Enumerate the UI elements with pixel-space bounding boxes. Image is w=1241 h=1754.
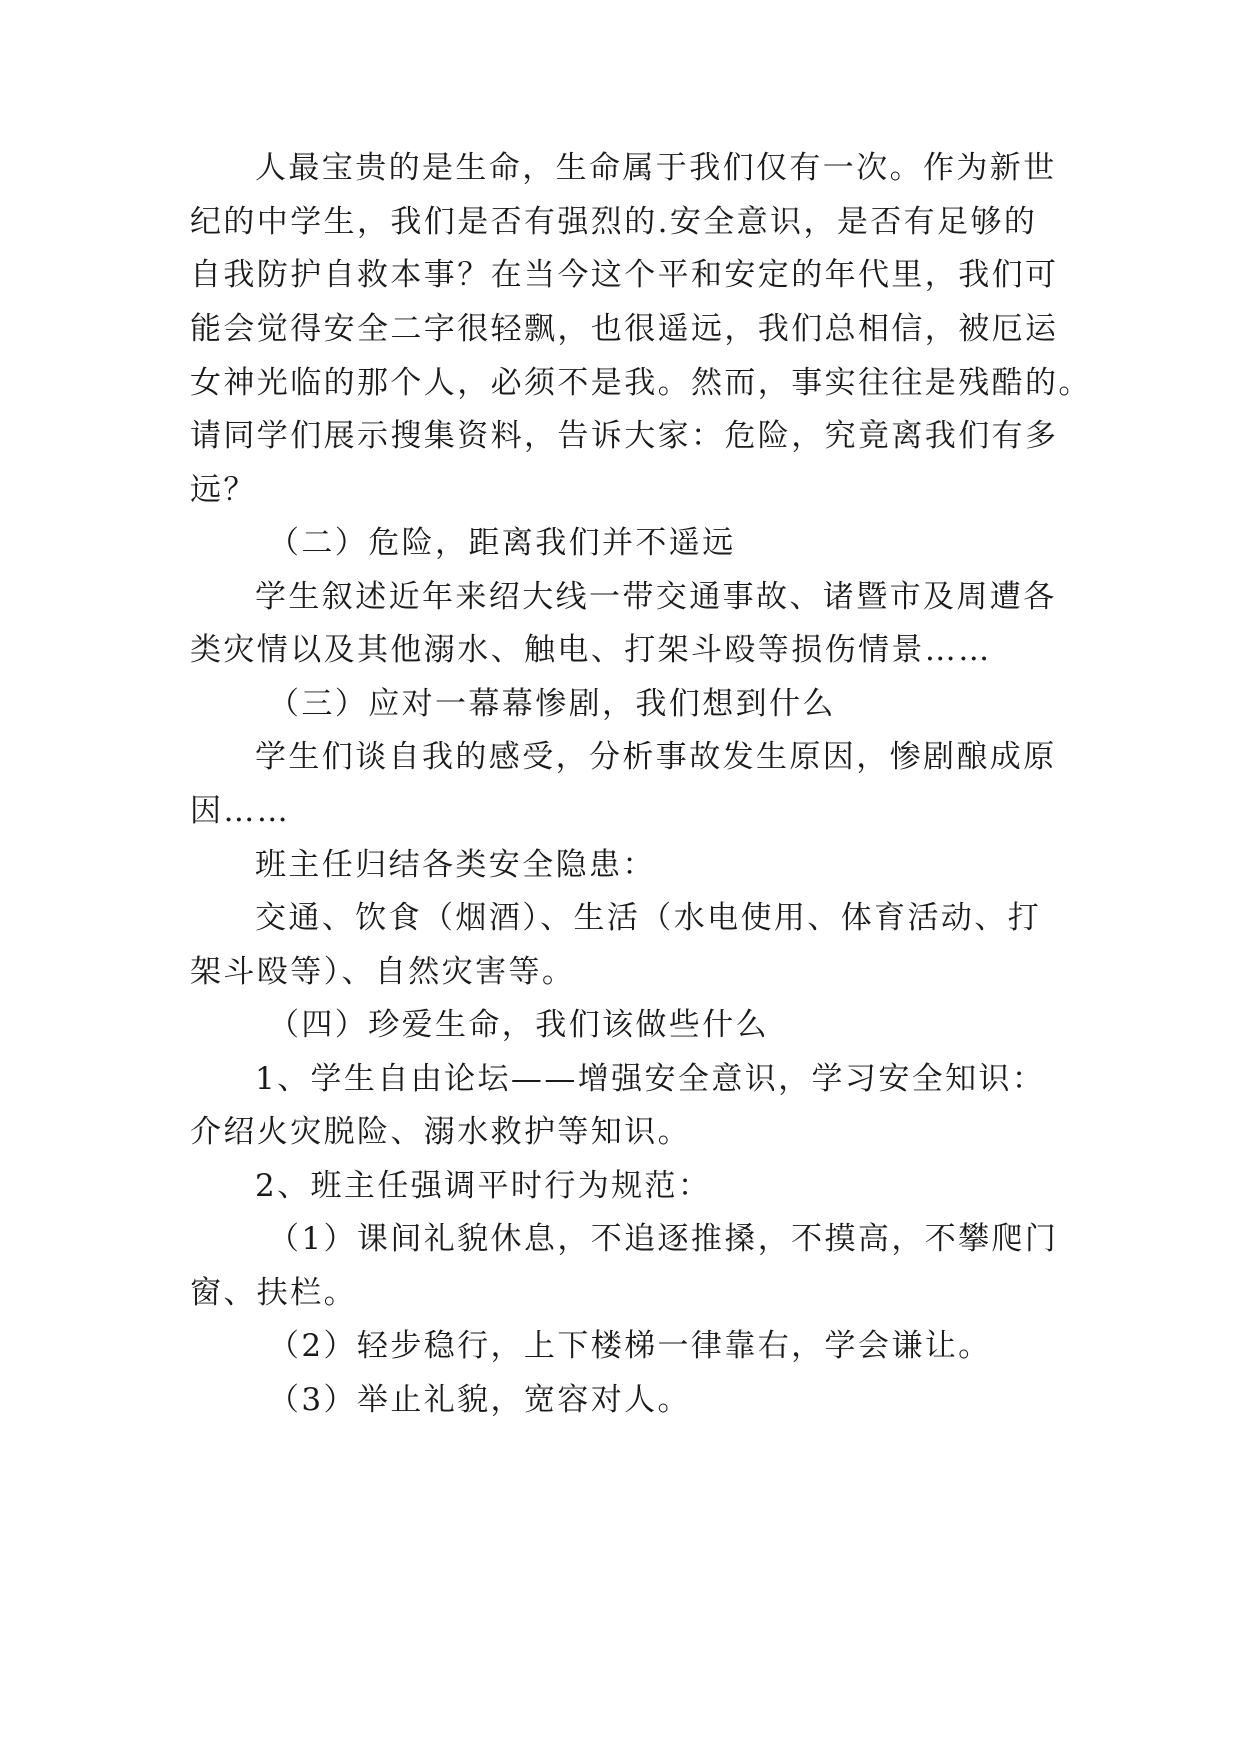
- text-line-13: 因……: [190, 793, 291, 829]
- text-line-22: 窗、扶栏。: [190, 1275, 357, 1311]
- text-line-19: 介绍火灾脱险、溺水救护等知识。: [190, 1114, 691, 1150]
- text-line-9: 学生叙述近年来绍大线一带交通事故、诸暨市及周遭各: [255, 579, 1057, 615]
- text-line-5: 女神光临的那个人，必须不是我。然而，事实往往是残酷的。: [190, 365, 1092, 401]
- text-line-12: 学生们谈自我的感受，分析事故发生原因，惨剧酿成原: [255, 739, 1057, 775]
- text-line-4: 能会觉得安全二字很轻飘，也很遥远，我们总相信，被厄运: [190, 311, 1059, 347]
- text-line-24: （3）举止礼貌，宽容对人。: [268, 1382, 691, 1418]
- text-line-23: （2）轻步稳行，上下楼梯一律靠右，学会谦让。: [268, 1328, 992, 1364]
- section-heading-2: （二）危险，距离我们并不遥远: [268, 525, 736, 561]
- text-line-10: 类灾情以及其他溺水、触电、打架斗殴等损伤情景……: [190, 632, 992, 668]
- section-heading-4: （四）珍爱生命，我们该做些什么: [268, 1007, 769, 1043]
- text-line-14: 班主任归结各类安全隐患：: [255, 847, 656, 883]
- text-line-21: （1）课间礼貌休息，不追逐推搡，不摸高，不攀爬门: [268, 1221, 1059, 1257]
- text-line-3: 自我防护自救本事？在当今这个平和安定的年代里，我们可: [190, 257, 1059, 293]
- text-line-7: 远？: [190, 472, 257, 508]
- text-line-18: 1、学生自由论坛——增强安全意识，学习安全知识：: [255, 1061, 1046, 1097]
- section-heading-3: （三）应对一幕幕惨剧，我们想到什么: [268, 686, 836, 722]
- text-line-2: 纪的中学生，我们是否有强烈的.安全意识，是否有足够的: [190, 204, 1038, 240]
- text-line-16: 架斗殴等）、自然灾害等。: [190, 954, 576, 990]
- text-line-1: 人最宝贵的是生命，生命属于我们仅有一次。作为新世: [255, 150, 1057, 186]
- text-line-6: 请同学们展示搜集资料，告诉大家：危险，究竟离我们有多: [190, 418, 1059, 454]
- text-line-15: 交通、饮食（烟酒）、生活（水电使用、体育活动、打: [255, 900, 1042, 936]
- text-line-20: 2、班主任强调平时行为规范：: [255, 1168, 712, 1204]
